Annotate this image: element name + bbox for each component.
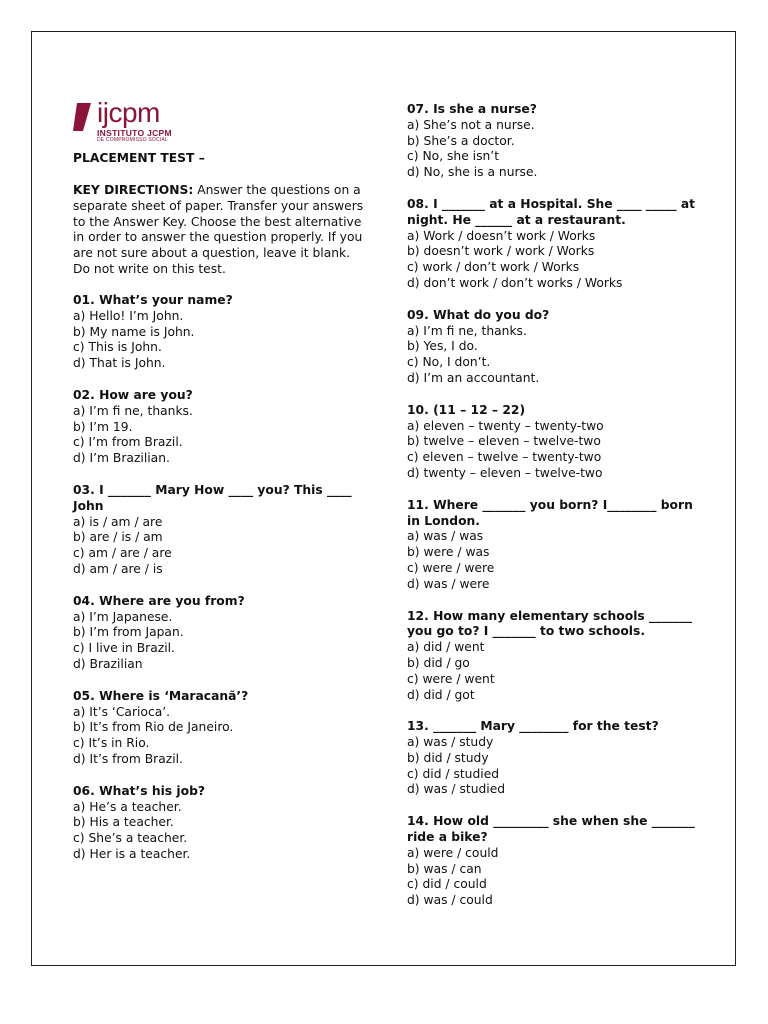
- answer-option: d) No, she is a nurse.: [407, 165, 538, 180]
- answer-option: c) I’m from Brazil.: [73, 435, 183, 450]
- answer-option: d) Her is a teacher.: [73, 846, 191, 861]
- answer-option: b) I’m 19.: [73, 419, 133, 434]
- question-block: [407, 102, 707, 181]
- answer-option: d) It’s from Brazil.: [73, 751, 183, 766]
- answer-option: c) am / are / are: [73, 546, 172, 561]
- answer-option: b) did / go: [407, 655, 470, 670]
- answer-option: a) I’m fi ne, thanks.: [73, 403, 193, 418]
- answer-option: c) No, she isn’t: [407, 149, 500, 164]
- answer-option: a) were / could: [407, 845, 499, 860]
- answer-option: a) was / was: [407, 529, 484, 544]
- answer-option: a) I’m fi ne, thanks.: [407, 323, 527, 338]
- question-title: 08. I _______ at a Hospital. She ____ _____ at night. He ______ at a restaurant.: [407, 196, 696, 227]
- answer-option: b) twelve – eleven – twelve-two: [407, 434, 601, 449]
- question-title: 13. _______ Mary ________ for the test?: [407, 719, 659, 734]
- question-title: 12. How many elementary schools _______ you go to? I _______ to two schools.: [407, 608, 693, 639]
- answer-option: d) I’m Brazilian.: [73, 451, 170, 466]
- question-block: [407, 609, 707, 704]
- answer-option: b) His a teacher.: [73, 815, 174, 830]
- logo-subtitle: INSTITUTO JCPM: [97, 128, 172, 138]
- answer-option: b) My name is John.: [73, 324, 195, 339]
- answer-option: d) I’m an accountant.: [407, 370, 540, 385]
- answer-option: b) was / can: [407, 861, 482, 876]
- question-block: [407, 719, 707, 798]
- answer-option: b) Yes, I do.: [407, 339, 478, 354]
- answer-option: a) was / study: [407, 735, 494, 750]
- question-title: 10. (11 – 12 – 22): [407, 402, 526, 417]
- question-block: [73, 594, 373, 673]
- question-title: 03. I _______ Mary How ____ you? This ____ John: [73, 482, 352, 513]
- answer-option: a) eleven – twenty – twenty-two: [407, 418, 604, 433]
- answer-option: a) is / am / are: [73, 514, 163, 529]
- answer-option: d) am / are / is: [73, 561, 163, 576]
- logo-tagline: DE COMPROMISSO SOCIAL: [97, 137, 168, 143]
- answer-option: b) were / was: [407, 545, 490, 560]
- answer-option: c) were / were: [407, 560, 495, 575]
- question-block: [407, 814, 707, 909]
- answer-option: a) did / went: [407, 640, 485, 655]
- question-block: [407, 308, 707, 387]
- answer-option: a) She’s not a nurse.: [407, 117, 535, 132]
- right-question-column: [407, 102, 707, 925]
- question-block: [73, 689, 373, 768]
- answer-option: b) I’m from Japan.: [73, 625, 184, 640]
- answer-option: d) don’t work / don’t works / Works: [407, 275, 623, 290]
- question-title: 07. Is she a nurse?: [407, 102, 537, 116]
- answer-option: d) was / were: [407, 576, 490, 591]
- answer-option: d) That is John.: [73, 356, 166, 371]
- answer-option: a) He’s a teacher.: [73, 799, 182, 814]
- answer-option: b) It’s from Rio de Janeiro.: [73, 720, 234, 735]
- answer-option: a) Work / doesn’t work / Works: [407, 228, 596, 243]
- question-block: [407, 197, 707, 292]
- answer-option: d) twenty – eleven – twelve-two: [407, 465, 603, 480]
- answer-option: a) Hello! I’m John.: [73, 308, 184, 323]
- question-block: [73, 483, 373, 578]
- answer-option: d) Brazilian: [73, 656, 143, 671]
- answer-option: c) It’s in Rio.: [73, 736, 150, 751]
- question-block: [73, 388, 373, 467]
- directions-text: Answer the questions on a separate sheet of paper. Transfer your answers to the Answer Key. Choose the best alternative in order to answer the question properly. If you are not sure about a question, leave it blank. Do not write on this test.: [73, 183, 364, 276]
- left-question-column: [73, 293, 373, 879]
- answer-option: d) was / could: [407, 893, 493, 908]
- question-title: 02. How are you?: [73, 387, 193, 402]
- logo-mark-icon: [73, 103, 95, 131]
- answer-option: d) did / got: [407, 687, 475, 702]
- answer-option: c) This is John.: [73, 340, 162, 355]
- ijcpm-logo: [73, 97, 213, 153]
- logo-wordmark: ijcpm: [97, 97, 160, 128]
- answer-option: a) I’m Japanese.: [73, 609, 173, 624]
- question-block: [73, 293, 373, 372]
- question-title: 05. Where is ‘Maracanã’?: [73, 688, 249, 703]
- question-title: 06. What’s his job?: [73, 783, 205, 798]
- answer-option: c) did / could: [407, 877, 487, 892]
- answer-option: c) work / don’t work / Works: [407, 260, 580, 275]
- answer-option: c) She’s a teacher.: [73, 831, 188, 846]
- question-title: 11. Where _______ you born? I________ born in London.: [407, 497, 693, 528]
- answer-option: b) doesn’t work / work / Works: [407, 244, 595, 259]
- answer-option: c) were / went: [407, 671, 495, 686]
- answer-option: c) No, I don’t.: [407, 355, 491, 370]
- answer-option: b) did / study: [407, 750, 489, 765]
- key-directions: [73, 183, 365, 278]
- answer-option: d) was / studied: [407, 782, 506, 797]
- question-block: [73, 784, 373, 863]
- answer-option: c) eleven – twelve – twenty-two: [407, 450, 602, 465]
- question-block: [407, 498, 707, 593]
- question-title: 09. What do you do?: [407, 307, 550, 322]
- answer-option: a) It’s ‘Carioca’.: [73, 704, 171, 719]
- directions-label: KEY DIRECTIONS:: [73, 183, 194, 197]
- answer-option: c) did / studied: [407, 766, 500, 781]
- test-title: PLACEMENT TEST –: [73, 151, 205, 165]
- answer-option: b) are / is / am: [73, 530, 163, 545]
- question-title: 01. What’s your name?: [73, 293, 233, 307]
- question-title: 04. Where are you from?: [73, 593, 245, 608]
- question-title: 14. How old _________ she when she _______ ride a bike?: [407, 814, 695, 845]
- question-block: [407, 403, 707, 482]
- answer-option: c) I live in Brazil.: [73, 641, 175, 656]
- answer-option: b) She’s a doctor.: [407, 133, 515, 148]
